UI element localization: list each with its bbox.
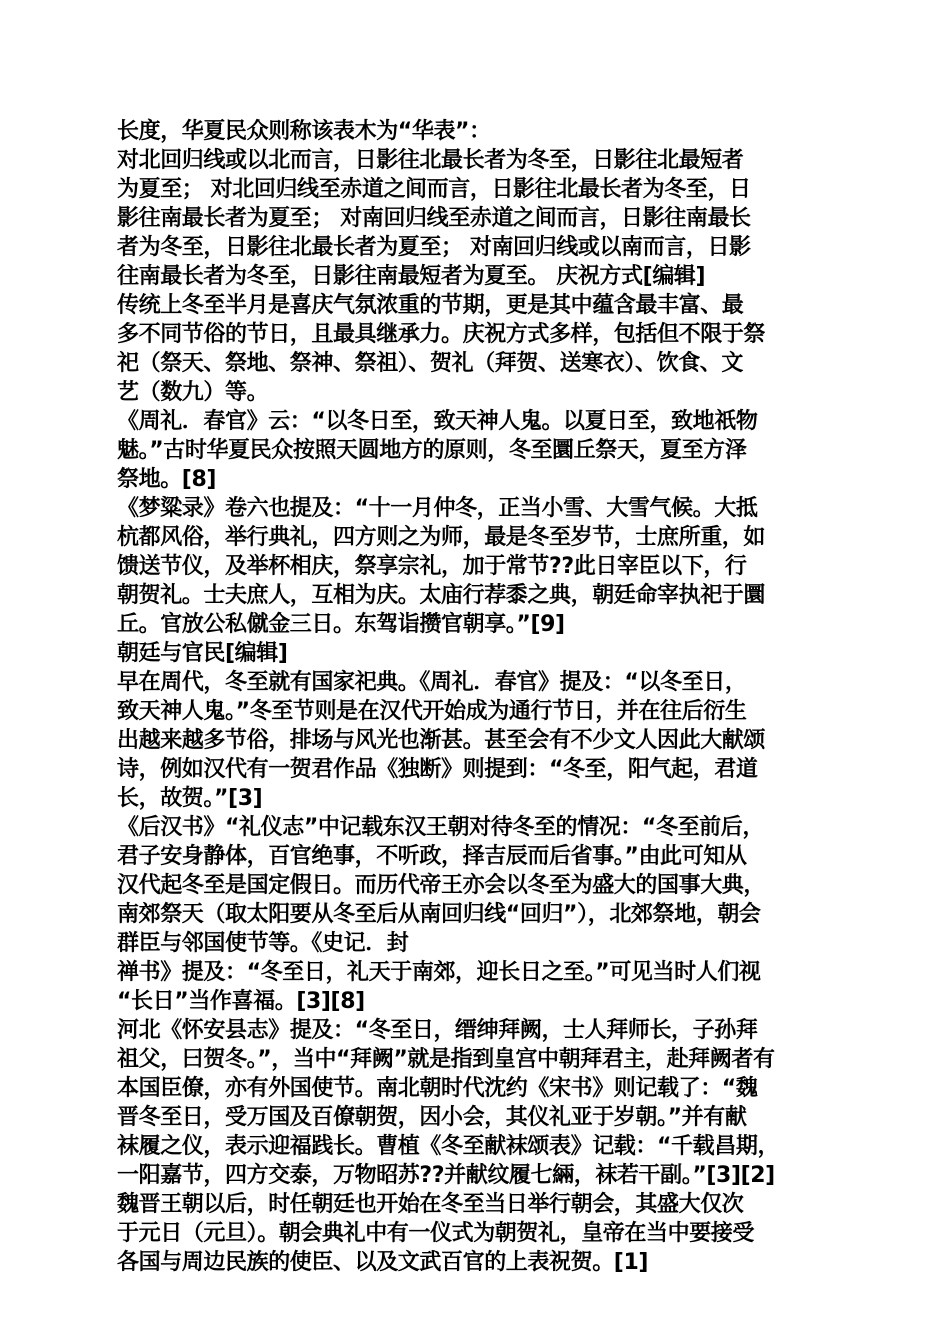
text-line: 者为冬至，日影往北最长者为夏至； 对南回归线或以南而言，日影 [117, 235, 751, 260]
text-line: 《周礼．春官》云：“以冬日至，致天神人鬼。以夏日至，致地祇物 [117, 409, 758, 434]
text-line: 多不同节俗的节日，且最具继承力。庆祝方式多样，包括但不限于祭 [117, 322, 766, 347]
text-line: 《梦粱录》卷六也提及：“十一月仲冬，正当小雪、大雪气候。大抵 [117, 496, 758, 521]
text-line: 为夏至； 对北回归线至赤道之间而言，日影往北最长者为冬至，日 [117, 177, 751, 202]
text-line: 祖父，曰贺冬。”，当中“拜阙”就是指到皇宫中朝拜君主，赴拜阙者有 [117, 1047, 775, 1072]
text-line: 对北回归线或以北而言，日影往北最长者为冬至，日影往北最短者 [117, 148, 744, 173]
text-line: 早在周代，冬至就有国家祀典。《周礼．春官》提及：“以冬至日， [117, 670, 747, 695]
text-line: 杭都风俗，举行典礼，四方则之为师，最是冬至岁节，士庶所重，如 [117, 525, 766, 550]
text-line: 一阳嘉节，四方交泰，万物昭苏??并献纹履七緉，袜若干副。”[3][2] [117, 1163, 775, 1188]
text-line: 各国与周边民族的使臣、以及文武百官的上表祝贺。[1] [117, 1250, 649, 1275]
text-line: 致天神人鬼。”冬至节则是在汉代开始成为通行节日，并在往后衍生 [117, 699, 747, 724]
text-line: 魏晋王朝以后，时任朝廷也开始在冬至当日举行朝会，其盛大仅次 [117, 1192, 744, 1217]
text-line: 君子安身静体，百官绝事，不听政，择吉辰而后省事。”由此可知从 [117, 844, 747, 869]
document-body [117, 117, 837, 1277]
text-line: 南郊祭天（取太阳要从冬至后从南回归线“回归”），北郊祭地，朝会 [117, 902, 761, 927]
text-line: 馈送节仪，及举杯相庆，祭享宗礼，加于常节??此日宰臣以下，行 [117, 554, 747, 579]
text-line: 诗，例如汉代有一贺君作品《独断》则提到：“冬至，阳气起，君道 [117, 757, 758, 782]
text-line: 祭地。[8] [117, 467, 217, 492]
text-line: 朝贺礼。士夫庶人，互相为庆。太庙行荐黍之典，朝廷命宰执祀于圜 [117, 583, 766, 608]
text-line: 朝廷与官民[编辑] [117, 641, 288, 666]
text-line: 长，故贺。”[3] [117, 786, 263, 811]
text-line: 祀（祭天、祭地、祭神、祭祖）、贺礼（拜贺、送寒衣）、饮食、文 [117, 351, 744, 376]
text-line: 禅书》提及：“冬至日，礼天于南郊，迎长日之至。”可见当时人们视 [117, 960, 761, 985]
text-line: 晋冬至日，受万国及百僚朝贺，因小会，其仪礼亚于岁朝。”并有献 [117, 1105, 747, 1130]
text-line: “长日”当作喜福。[3][8] [117, 989, 365, 1014]
text-line: 本国臣僚，亦有外国使节。南北朝时代沈约《宋书》则记载了：“魏 [117, 1076, 758, 1101]
text-line: 《后汉书》“礼仪志”中记载东汉王朝对待冬至的情况：“冬至前后， [117, 815, 764, 840]
text-line: 影往南最长者为夏至； 对南回归线至赤道之间而言，日影往南最长 [117, 206, 751, 231]
text-line: 群臣与邻国使节等。《史记．封 [117, 931, 409, 956]
text-line: 汉代起冬至是国定假日。而历代帝王亦会以冬至为盛大的国事大典， [117, 873, 766, 898]
text-line: 往南最长者为冬至，日影往南最短者为夏至。 庆祝方式[编辑] [117, 264, 706, 289]
text-line: 于元日（元旦）。朝会典礼中有一仪式为朝贺礼，皇帝在当中要接受 [117, 1221, 755, 1246]
text-line: 丘。官放公私僦金三日。东驾诣攒官朝享。”[9] [117, 612, 565, 637]
text-line: 魅。”古时华夏民众按照天圆地方的原则，冬至圜丘祭天，夏至方泽 [117, 438, 747, 463]
text-line: 河北《怀安县志》提及：“冬至日，缙绅拜阙，士人拜师长，子孙拜 [117, 1018, 758, 1043]
text-line: 袜履之仪，表示迎福践长。曹植《冬至献袜颂表》记载：“千载昌期， [117, 1134, 780, 1159]
text-line: 长度，华夏民众则称该表木为“华表”： [117, 119, 491, 144]
text-line: 出越来越多节俗，排场与风光也渐甚。甚至会有不少文人因此大献颂 [117, 728, 766, 753]
text-line: 艺（数九）等。 [117, 380, 269, 405]
text-line: 传统上冬至半月是喜庆气氛浓重的节期，更是其中蕴含最丰富、最 [117, 293, 744, 318]
